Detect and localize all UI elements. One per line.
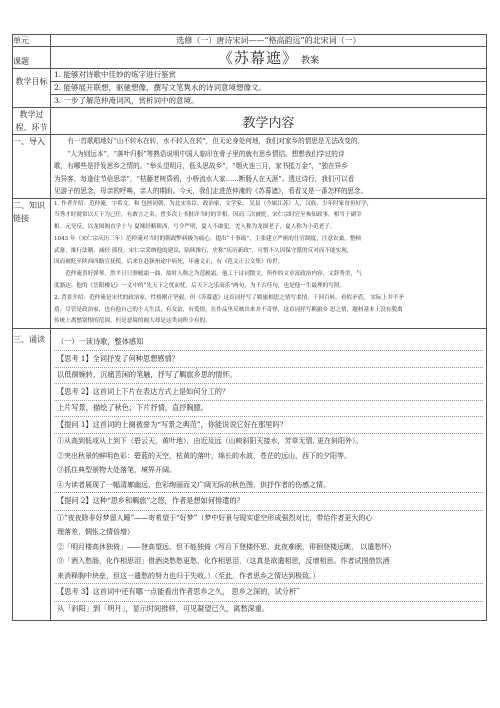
topic-cell (51, 47, 487, 69)
goals-row (13, 69, 487, 108)
knowledge-paragraph: 武备，推行法制，减轻 徭役。宋仁宗采纳他的建议，陆续推行，史称“庆历新政”，可惜不久因保守派的反对而不能实现， (54, 247, 353, 254)
topic-title: 《苏幕遮》 (217, 49, 298, 67)
intro-content (51, 135, 487, 199)
think1-question: 【思考 1】全词抒发了何种思想感情？ (57, 353, 179, 363)
knowledge-paragraph: 1043 年（宋仁宗庆历三年）范仲淹对当时的朝政弊病极为痛心，提出“十事疏”，主张建立严密的仕官制度，注意农桑，整顿 (54, 235, 362, 242)
think2-answer: 上片写景，描绘了秋色；下片抒情，直抒胸臆。 (57, 403, 208, 413)
unit-value: 选修（一）唐诗宋词——“格高韵远”的北宋词（一） (51, 35, 487, 47)
lesson-plan-sheet (12, 34, 486, 621)
knowledge-paragraph: 2. 背景介绍：范仲淹是宋代的政治家，性格刚正坚毅。但《苏幕遮》这首词抒写了羁旅相思之情写柔情，千回百转。看似矛盾， 实际上并不矛 (54, 294, 405, 301)
goal-item: 1. 能够对诗歌中佳妙的炼字进行鉴赏 (51, 69, 486, 82)
knowledge-paragraph: 范仲淹喜好弹琴，然平日只弹履霜一曲，故时人称之为范履霜。他工于诗词散文，所作的文章富政治内容，文辞秀美，气 (65, 271, 362, 278)
knowledge-paragraph: 度豁达。他的《岳阳楼记》一文中的“先天下之忧而忧，后天下之乐而乐”两句，为千古佳句，也是他一生最理的写照。 (54, 283, 346, 290)
topic-label: 课题 (13, 47, 51, 69)
think1-answer: 以低徊婉转、沉痛苦闲的笔触，抒写了羁旅乡思的情怀。 (57, 370, 237, 380)
hint1-item: ③抓住典型景物大处落笔，境界开阔。 (57, 466, 176, 475)
knowledge-paragraph: 当秀才时就常以天下为己任，有敢言之名。曾多次上书批评当时的宰相，因而三次被贬。宋仁宗时官至参知政事，相当于副宰 (54, 212, 362, 219)
think2-question: 【思考 2】这首词上下片在表达方式上是如何分工的？ (57, 386, 230, 396)
goals-list (51, 69, 487, 108)
knowledge-label: 二、知识链接 (13, 198, 51, 329)
unit-label: 单元 (13, 35, 51, 47)
knowledge-paragraph: 因而被贬至陕西四路宣抚使，后来在赴颍州途中病死，年逾文正，有《范文正公文集》传世。 (54, 259, 284, 266)
hint2-question: 【提问 2】这种“思乡和羁旅”之悠，作者是想如何排遣的？ (57, 496, 244, 506)
hint1-item: ④为读者展现了一幅清廓幽远、色彩绚丽而又广阔无际的秋色图，供抒作者的伤感之情。 (57, 480, 330, 489)
intro-paragraph: “人为则远本”，“落叶归根”等熟语说明中国人临印在骨子里的就有思乡情结。想想我们学过的诗 (67, 149, 345, 158)
hint2-item: 来消释胸中块垒，但这一遣愁的努力也归于失败。）（至此，作者思乡之情达到极致。） (57, 571, 320, 580)
goal-item: 2. 能够展开联想，驱驰想像，撰写文笔隽永的诗词意境想像文。 (51, 82, 486, 95)
reading-label: 三、诵读 (13, 329, 51, 621)
hint2-item: ②「明月楼高休独倚」——登高望远，但不能独倚（写月下登楼怀思，此夜难眠，徘徊登楼远眺， 以遣愁怀） (57, 542, 396, 551)
process-row (13, 108, 487, 135)
intro-paragraph: 见游子的思念，母亲的呼唤，亲人的期盼。今天，我们走进范仲淹的《苏幕遮》，看看又是一番怎样的思念。 (54, 187, 368, 195)
topic-suffix: 教案 (301, 56, 320, 66)
hint1-item: ②突出秋景的鲜明色彩：碧蓝的天空，枯黄的落叶，绵长的水波，苍茫的远山，西下的夕阳等。 (57, 451, 351, 460)
knowledge-paragraph: 1. 作者介绍：范仲淹，字希文。和 包拯同朝，为北宋名臣，政治家，文学家。 吴县（今属江苏）人，汉族。少年时家贫但好学， (54, 200, 373, 207)
unit-row (13, 35, 487, 47)
hint2-item: ③「酒入愁肠，化作相思泪」借酒浇愁愁更愁，化作相思泪，（这真是欲遣相思，反增相思。作者试图借饮酒 (57, 557, 390, 566)
knowledge-paragraph: 传统上离愁别恨的范围，但是意境的阔大却是这类词所少有的。 (54, 318, 211, 325)
goal-item: 3. 一步了解范仲淹词风，赏析词中的意境。 (54, 96, 199, 105)
intro-label: 一、导入 (13, 135, 51, 199)
reading-content (51, 329, 487, 621)
think3-answer: 从「斜阳」到「明月」，显示时间推移，可见凝望已久，离愁深重。 (57, 603, 270, 613)
knowledge-content (51, 198, 487, 329)
hint2-item: 理落差，惆怅之情倍增） (57, 528, 134, 537)
intro-row (13, 135, 487, 199)
process-title: 教学内容 (51, 108, 487, 135)
intro-paragraph: 有一首歌唱地好“山不转水在转，水不转人在转”，但无论身处何地，我们对家乡的情思是无法改变的， (67, 137, 365, 145)
reading-intro: （一）一读诗歌，整体感知 (57, 337, 144, 347)
goals-label: 教学目标 (13, 69, 51, 108)
knowledge-row (13, 198, 487, 329)
hint1-question: 【提问 1】这首词的上阕被誉为“写景之典范”，你能说说它好在那里吗？ (57, 419, 287, 429)
intro-paragraph: 歌，有哪些是抒发思乡之情的。“举头望明月，低头思故乡”，“烟火连三月，家书抵万金”，“独在异乡 (54, 162, 348, 170)
hint1-item: ①从高到低或从上到下（碧云天，黄叶地），由近及远（山映斜阳天接水，芳草无情, 更在斜阳外）。 (57, 437, 363, 446)
process-label: 教学过程、环节 (13, 108, 51, 135)
think3-question: 【思考 3】这首词中还有哪一点能看出作者思乡之久， 思乡之深的，试分析˜ (57, 587, 300, 597)
topic-row (13, 47, 487, 69)
knowledge-paragraph: 相。元昊反，以龙图阁直学士与 夏竦经略陕西，号令严明，夏人不敢犯，羌人称为龙图老子，夏人称为小范老子。 (54, 224, 336, 231)
lesson-plan-table (12, 34, 487, 621)
knowledge-paragraph: 盾。尽管是政治家，也有他自己的个人生活，有女谊，有爱情。在作品里反映出来并不奇怪，这首词抒写羁旅乡 思之情，题材基本上没有脱离 (54, 306, 403, 313)
hint2-item: ①“夜夜除非好梦留人睡”——寄希望于“好梦”（梦中好景与现实虚空形成强烈对比，带给作者更大的心 (57, 513, 373, 522)
intro-paragraph: 为异客，每逢佳节倍思亲”，“枯藤老树昏鸦，小桥流水人家……断肠人在天涯”。透过诗行，我们可以看 (54, 174, 355, 183)
reading-row (13, 329, 487, 621)
